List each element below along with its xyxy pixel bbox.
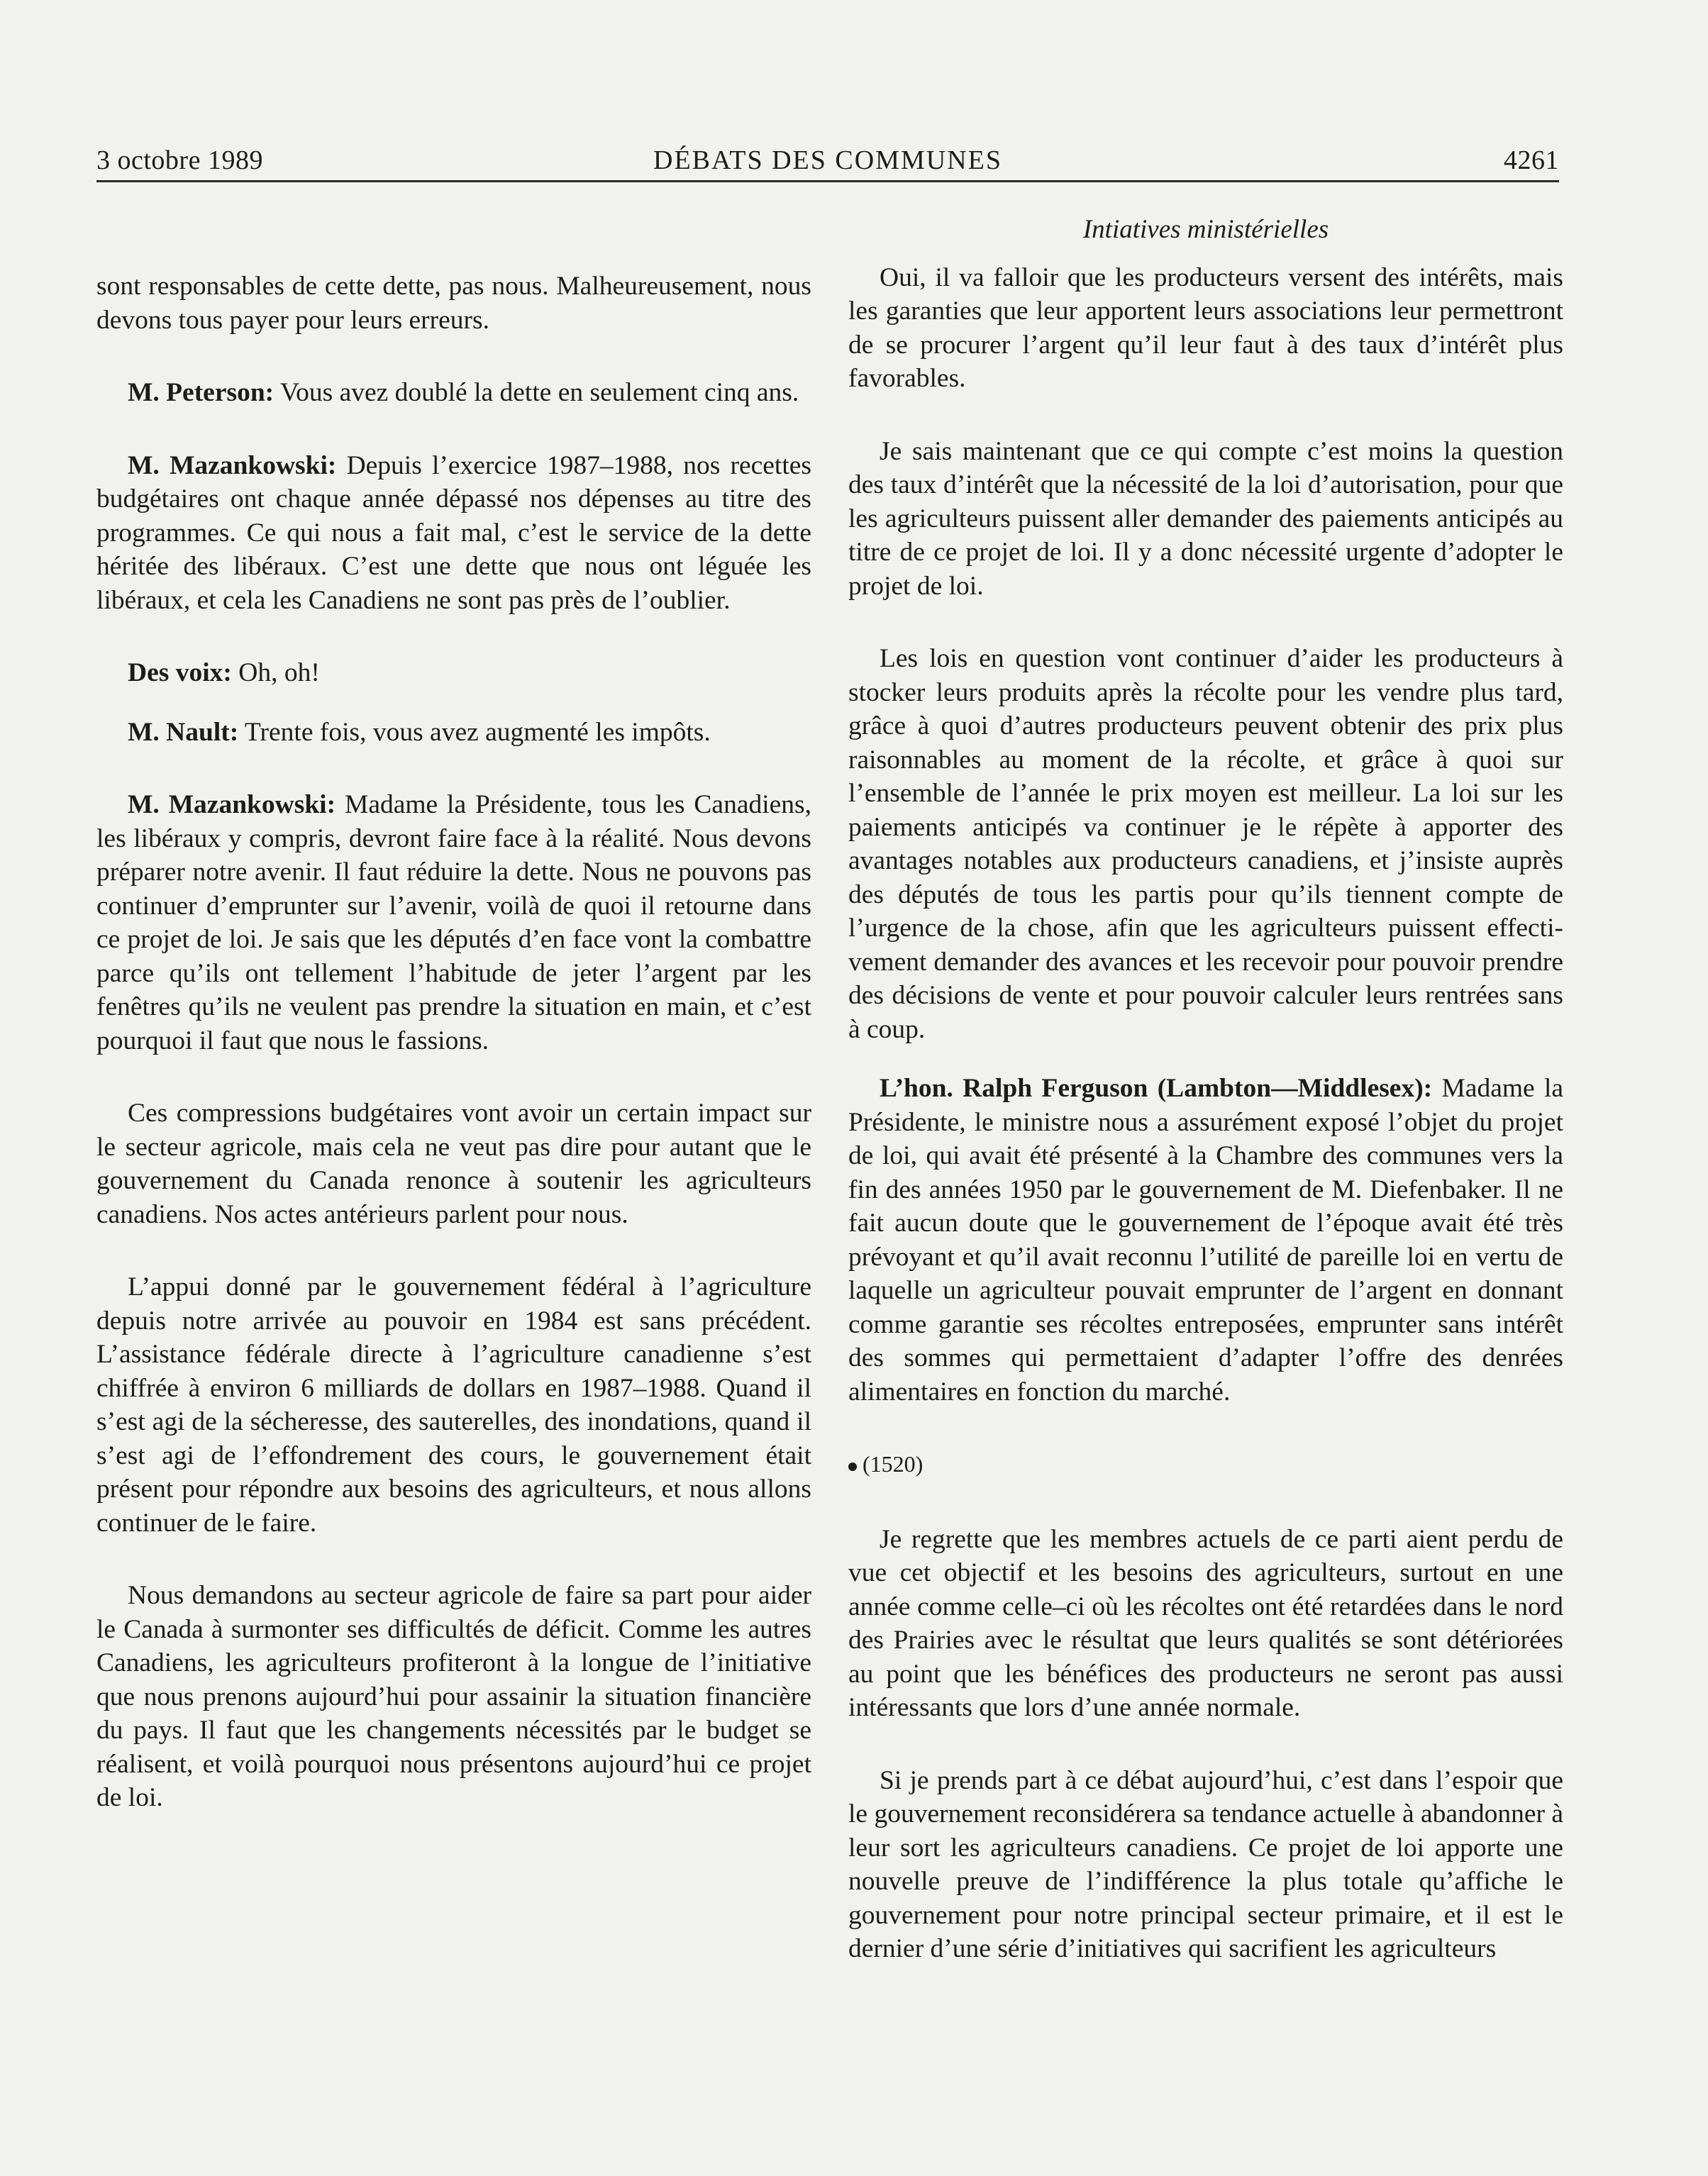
speaker-name: Des voix: [128,658,232,687]
speech-text: Vous avez doublé la dette en seulement cinq ans. [274,378,799,407]
header-date: 3 octobre 1989 [96,145,263,175]
time-marker-text: (1520) [863,1451,924,1477]
bullet-icon [848,1462,857,1471]
speech-paragraph [96,376,811,410]
speech-paragraph [96,449,811,618]
paragraph: sont responsables de cette dette, pas nous. Malheureusement, nous devons tous payer pour leurs erreurs. [96,272,811,335]
paragraph: Je regrette que les membres actuels de ce parti aient perdu de vue cet objectif et les besoins des agriculteurs, surtout en une année comme celle–ci où les récoltes ont été retardées dans le nord des Prairies avec le résultat que leurs qualités se sont détériorées au point que les bénéfices des producteurs ne seront pas aussi intéressants que lors d’une année normale. [848,1524,1563,1722]
paragraph: Ces compressions budgétaires vont avoir un certain impact sur le secteur agricole, mais cela ne veut pas dire pour autant que le gouvernement du Canada renonce à soutenir les agriculteurs canadiens. Nos actes antérieurs parlent pour nous. [96,1099,811,1229]
speech-paragraph [96,716,811,750]
speaker-name: M. Nault: [128,717,239,747]
speech-text: Oh, oh! [231,658,320,687]
speech-paragraph [96,788,811,1058]
page-number: 4261 [1504,145,1559,175]
speech-text: Trente fois, vous avez augmenté les impôts. [238,717,711,747]
paragraph: Nous demandons au secteur agricole de faire sa part pour aider le Canada à surmonter ses difficultés de déficit. Comme les autres Canadiens, les agriculteurs profiteront à la longue de l’initiative que nous prenons aujourd’hui pour assainir la situation financière du pays. Il faut que les changements nécessités par le budget se réalisent, et voilà pourquoi nous présentons aujourd’hui ce projet de loi. [96,1581,811,1812]
paragraph: L’appui donné par le gouvernement fédéral à l’agriculture depuis notre arrivée au pouvoir en 1984 est sans précédent. L’assistance fédérale directe à l’agriculture canadienne s’est chiffrée à environ 6 milliards de dollars en 1987–1988. Quand il s’est agi de la sécheresse, des sauterelles, des inondations, quand il s’est agi de l’effondrement des cours, le gouvernement était présent pour répondre aux besoins des agriculteurs, et nous allons continuer de le faire. [96,1272,811,1538]
speech-text: Depuis l’exercice 1987–1988, nos recettes budgétaires ont chaque année dépassé nos dépenses au titre des programmes. Ce qui nous a fait mal, c’est le service de la dette héritée des libéraux. C’est une dette que nous ont léguée les libéraux, et cela les Canadiens ne sont pas près de l’oublier. [96,450,811,615]
paragraph: Les lois en question vont continuer d’aider les producteurs à stocker leurs produits après la récolte pour les vendre plus tard, grâce à quoi d’autres producteurs peuvent obtenir des prix plus raisonnables au moment de la récolte, et grâce à quoi sur l’ensemble de l’année le prix moyen est meilleur. La loi sur les paiements anticipés va continuer je le répète à apporter des avantages notables aux producteurs canadiens, et j’insiste auprès des députés de tous les partis pour qu’ils tiennent compte de l’urgence de la chose, afin que les agriculteurs puissent effectivement demander des avances et les recevoir pour pouvoir prendre des décisions de vente et pour pouvoir calculer leurs rentrées sans à coup. [848,644,1563,1044]
speaker-name: M. Peterson: [128,378,274,407]
paragraph: Oui, il va falloir que les producteurs versent des intérêts, mais les garanties que leur apportent leurs associations leur permettront de se procurer l’argent qu’il leur faut à des taux d’intérêt plus favorables. [848,262,1563,393]
speech-paragraph [96,656,811,690]
page-header [96,140,1559,180]
speaker-name: M. Mazankowski: [128,450,337,480]
time-marker [848,1448,1563,1482]
speaker-name: L’hon. Ralph Ferguson (Lambton—Middlesex): [880,1074,1433,1103]
header-rule [96,180,1559,182]
speech-text: Madame la Présidente, le ministre nous a assurément exposé l’objet du projet de loi, qui avait été présenté à la Chambre des communes vers la fin des années 1950 par le gouvernement de M. Diefenbaker. Il ne fait aucun doute que le gouvernement de l’époque avait été très prévoyant et qu’il avait reconnu l’utilité de pareille loi en vertu de laquelle un agriculteur pouvait emprunter de l’argent en donnant comme garantie ses récoltes entreposées, emprunter sans intérêt des sommes qui permettaient d’adapter l’offre des denrées alimentaires en fonction du marché. [848,1074,1564,1406]
left-column [96,270,811,1854]
section-title: Intiatives ministérielles [1082,215,1329,244]
header-title: DÉBATS DES COMMUNES [653,145,1002,175]
paragraph: Si je prends part à ce débat aujourd’hui, c’est dans l’espoir que le gouvernement reconsidérera sa tendance actuelle à abandonner à leur sort les agriculteurs canadiens. Ce projet de loi apporte une nouvelle preuve de l’indifférence la plus totale qu’affiche le gouvernement pour notre principal secteur primaire, et il est le dernier d’une série d’initiatives qui sacrifient les agriculteurs [848,1765,1563,1963]
paragraph: Je sais maintenant que ce qui compte c’est moins la question des taux d’intérêt que la nécessité de la loi d’autorisation, pour que les agriculteurs puissent aller demander des paiements anticipés au titre de ce projet de loi. Il y a donc nécessité urgente d’adopter le projet de loi. [848,436,1563,601]
speech-text: Madame la Présidente, tous les Canadiens, les libéraux y compris, devront faire face à la réalité. Nous devons préparer notre avenir. Il faut réduire la dette. Nous ne pouvons pas continuer d’emprunter sur l’avenir, voilà de quoi il retourne dans ce projet de loi. Je sais que les députés d’en face vont la combattre parce qu’ils ont tellement l’habitude de jeter l’argent par les fenêtres qu’ils ne veulent pas prendre la situation en main, et c’est pourquoi il faut que nous le fassions. [96,790,811,1055]
speech-paragraph [848,1072,1563,1409]
right-column [848,213,1563,2005]
speaker-name: M. Mazankowski: [128,790,336,819]
